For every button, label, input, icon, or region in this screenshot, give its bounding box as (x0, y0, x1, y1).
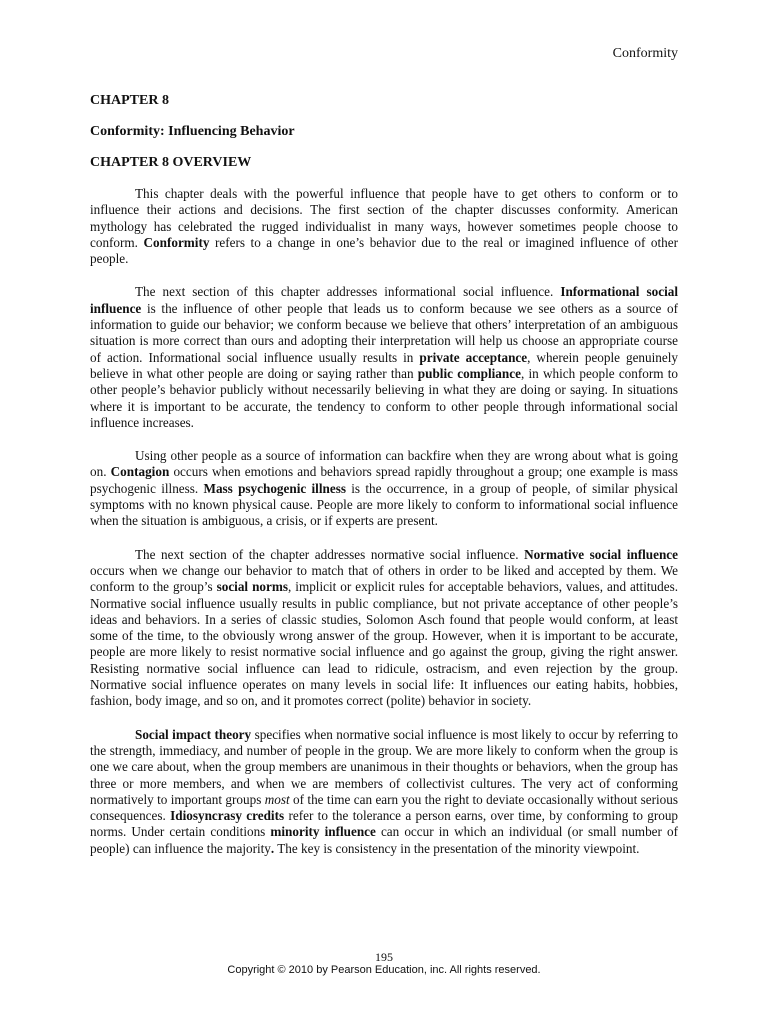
bold-term: Normative social influence (524, 546, 678, 562)
chapter-label: CHAPTER 8 (90, 93, 169, 108)
text-run: can occur in which an individual (or small number of people) can influence the majority (90, 824, 678, 856)
text-run: , implicit or explicit rules for acceptable behaviors, values, and attitudes. Normative social influence usually results in public compliance, but not private acceptance of other people’s ideas and behaviors. In a series of classic studies, Solomon Asch found that people would conform, at least some of the time, to the obviously wrong answer of the group. However, when it is important to be accurate, people are more likely to resist normative social influence and go against the group, giving the right answer. Resisting normative social influence can lead to ridicule, ostracism, and even rejection by the group. Normative social influence operates on many levels in social life: It influences our eating habits, hobbies, fashion, body image, and so on, and it promotes correct (polite) behavior in society. (90, 579, 679, 709)
text-run: of the time can earn you the right to deviate occasionally without serious consequences. (90, 791, 678, 824)
bold-term: social norms (216, 579, 288, 595)
text-run: refers to a change in one’s behavior due to the real or imagined influence of other people. (90, 234, 678, 267)
italic-term: most (264, 791, 290, 807)
chapter-title: Conformity: Influencing Behavior (90, 124, 295, 139)
paragraph-conformity (90, 186, 678, 267)
bold-term: Conformity (143, 234, 210, 250)
paragraph-social-impact-theory (90, 727, 678, 857)
text-run: specifies when normative social influence is most likely to occur by referring to the strength, immediacy, and number of people in the group. We are more likely to conform when the group is one we care about, when the group members are unanimous in their thoughts or behaviors, when the group has three or more members, and when we are members of collectivist cultures. The very act of conforming normatively to important groups (90, 726, 678, 807)
overview-heading: CHAPTER 8 OVERVIEW (90, 155, 252, 170)
bold-term: Social impact theory (135, 726, 252, 742)
page-number: 195 (375, 950, 393, 964)
text-run: occurs when we change our behavior to match that of others in order to be liked and accepted by them. We conform to the group’s (90, 562, 678, 595)
bold-term: private acceptance (419, 349, 528, 365)
text-run: , in which people conform to other people’s behavior publicly without necessarily believing in what they are doing or saying. In situations where it is important to be accurate, the tendency to conform to other people through informational social influence increases. (90, 365, 678, 430)
text-run: The key is consistency in the presentation of the minority viewpoint. (274, 840, 640, 856)
bold-term: Mass psychogenic illness (203, 480, 346, 496)
text-run: refer to the tolerance a person earns, over time, by conforming to group norms. Under certain conditions (90, 808, 679, 840)
paragraph-informational-influence (90, 284, 678, 431)
text-run: This chapter deals with the powerful influence that people have to get others to conform or to influence their actions and decisions. The first section of the chapter discusses conformity. American mythology has celebrated the rugged individualist in many ways, however sometimes people choose to conform. (90, 186, 678, 250)
text-run: is the occurrence, in a group of people, of similar physical symptoms with no known physical cause. People are more likely to conform to informational social influence when the situation is ambiguous, a crisis, or if experts are present. (90, 480, 679, 529)
text-run: Using other people as a source of information can backfire when they are wrong about what is going on. (90, 448, 678, 480)
bold-term: public compliance (417, 365, 521, 381)
text-run: , wherein people genuinely believe in what other people are doing or saying rather than (90, 349, 678, 381)
text-run: The next section of the chapter addresses normative social influence. (135, 546, 525, 562)
page-content (90, 93, 678, 874)
bold-term: minority influence (270, 824, 376, 840)
bold-term: Contagion (110, 464, 170, 480)
text-run: The next section of this chapter addresses informational social influence. (135, 284, 561, 300)
paragraph-normative-influence (90, 547, 678, 710)
bold-term: Idiosyncrasy credits (170, 808, 285, 824)
copyright-notice: Copyright © 2010 by Pearson Education, inc. All rights reserved. (227, 964, 541, 976)
running-header: Conformity (612, 46, 678, 61)
bold-term: Informational social influence (90, 284, 678, 316)
paragraph-contagion (90, 448, 678, 529)
text-run: occurs when emotions and behaviors spread rapidly throughout a group; one example is mass psychogenic illness. (90, 464, 678, 496)
bold-term: . (270, 840, 275, 856)
text-run: is the influence of other people that leads us to conform because we see others as a source of information to guide our behavior; we conform because we believe that others’ interpretation of an ambiguous situation is more correct than ours and adopting their interpretation will help us choose an appropriate course of action. Informational social influence usually results in (90, 300, 678, 365)
